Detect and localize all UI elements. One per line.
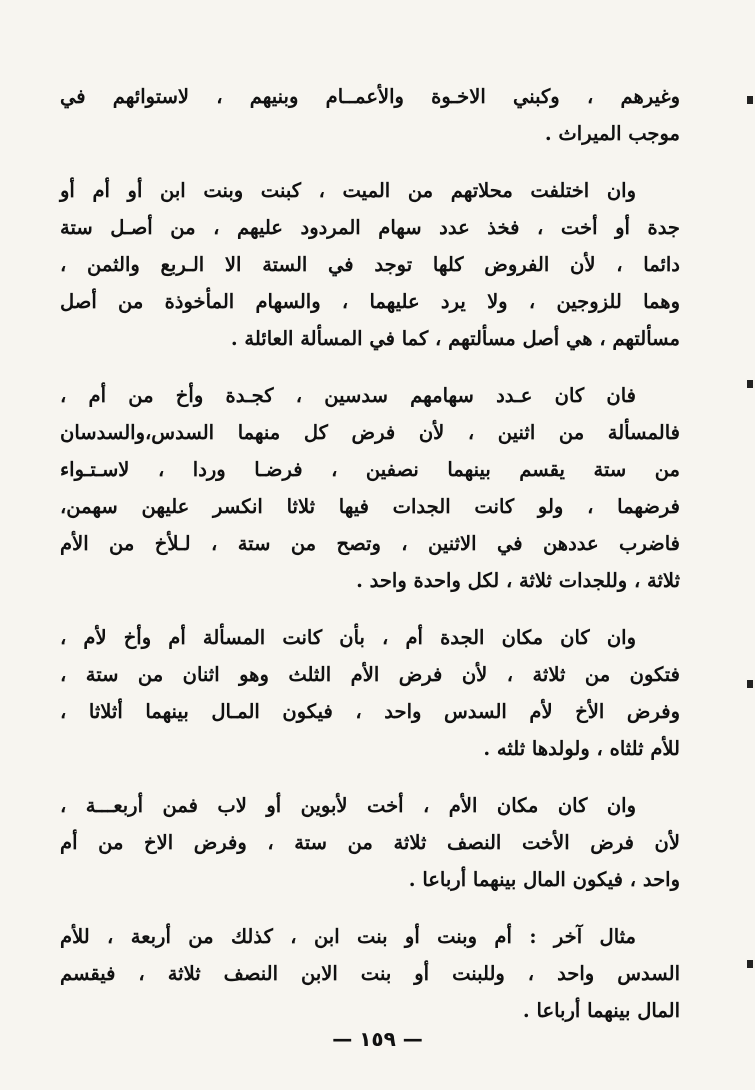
text-line: واحد ، فيكون المال بينهما أرباعا . <box>408 868 680 891</box>
paragraph <box>60 377 680 599</box>
margin-mark <box>747 96 753 104</box>
paragraph <box>60 918 680 1029</box>
margin-mark <box>747 380 753 388</box>
text-line: فتكون من ثلاثة ، لأن فرض الأم الثلث وهو اثنان من ستة ، <box>60 663 680 686</box>
text-line: وهما للزوجين ، ولا يرد عليهما ، والسهام المأخوذة من أصل <box>60 290 680 313</box>
text-line: لأن فرض الأخت النصف ثلاثة من ستة ، وفرض الاخ من أم <box>60 831 680 854</box>
text-line: وغيرهم ، وكبني الاخـوة والأعمــام وبنيهم ، لاستوائهم في <box>60 85 680 108</box>
text-line: وان اختلفت محلاتهم من الميت ، كبنت وبنت ابن أو أم أو <box>60 179 636 202</box>
margin-mark <box>747 960 753 968</box>
text-line: موجب الميراث . <box>544 122 680 145</box>
text-line: جدة أو أخت ، فخذ عدد سهام المردود عليهم ، من أصـل ستة <box>60 216 680 239</box>
text-line: فاضرب عددهن في الاثنين ، وتصح من ستة ، لـلأخ من الأم <box>60 532 680 555</box>
paragraph <box>60 619 680 767</box>
paragraph <box>60 78 680 152</box>
text-line: فرضهما ، ولو كانت الجدات فيها ثلاثا انكسر عليهن سهمن، <box>60 495 680 518</box>
text-line: وان كان مكان الأم ، أخت لأبوين أو لاب فمن أربعـــة ، <box>60 794 636 817</box>
text-line: مسألتهم ، هي أصل مسألتهم ، كما في المسألة العائلة . <box>230 327 680 350</box>
margin-mark <box>747 680 753 688</box>
paragraph <box>60 172 680 357</box>
page-number: — ١٥٩ — <box>332 1027 423 1051</box>
text-line: دائما ، لأن الفروض كلها توجد في الستة الا الـربع والثمن ، <box>60 253 680 276</box>
text-line: ثلاثة ، وللجدات ثلاثة ، لكل واحدة واحد . <box>356 569 680 592</box>
page-body <box>60 78 680 1049</box>
text-line: للأم ثلثاه ، ولولدها ثلثه . <box>483 737 680 760</box>
text-line: وان كان مكان الجدة أم ، بأن كانت المسألة أم وأخ لأم ، <box>60 626 636 649</box>
text-line: وفرض الأخ لأم السدس واحد ، فيكون المـال بينهما أثلاثا ، <box>60 700 680 723</box>
paragraph <box>60 787 680 898</box>
text-line: المال بينهما أرباعا . <box>522 999 680 1022</box>
text-line: مثال آخر : أم وبنت أو بنت ابن ، كذلك من أربعة ، للأم <box>60 925 636 948</box>
text-line: فان كان عـدد سهامهم سدسين ، كجـدة وأخ من أم ، <box>60 384 636 407</box>
text-line: فالمسألة من اثنين ، لأن فرض كل منهما السدس،والسدسان <box>60 421 680 444</box>
text-line: من ستة يقسم بينهما نصفين ، فرضـا وردا ، لاسـتـواء <box>60 458 680 481</box>
text-line: السدس واحد ، وللبنت أو بنت الابن النصف ثلاثة ، فيقسم <box>60 962 680 985</box>
